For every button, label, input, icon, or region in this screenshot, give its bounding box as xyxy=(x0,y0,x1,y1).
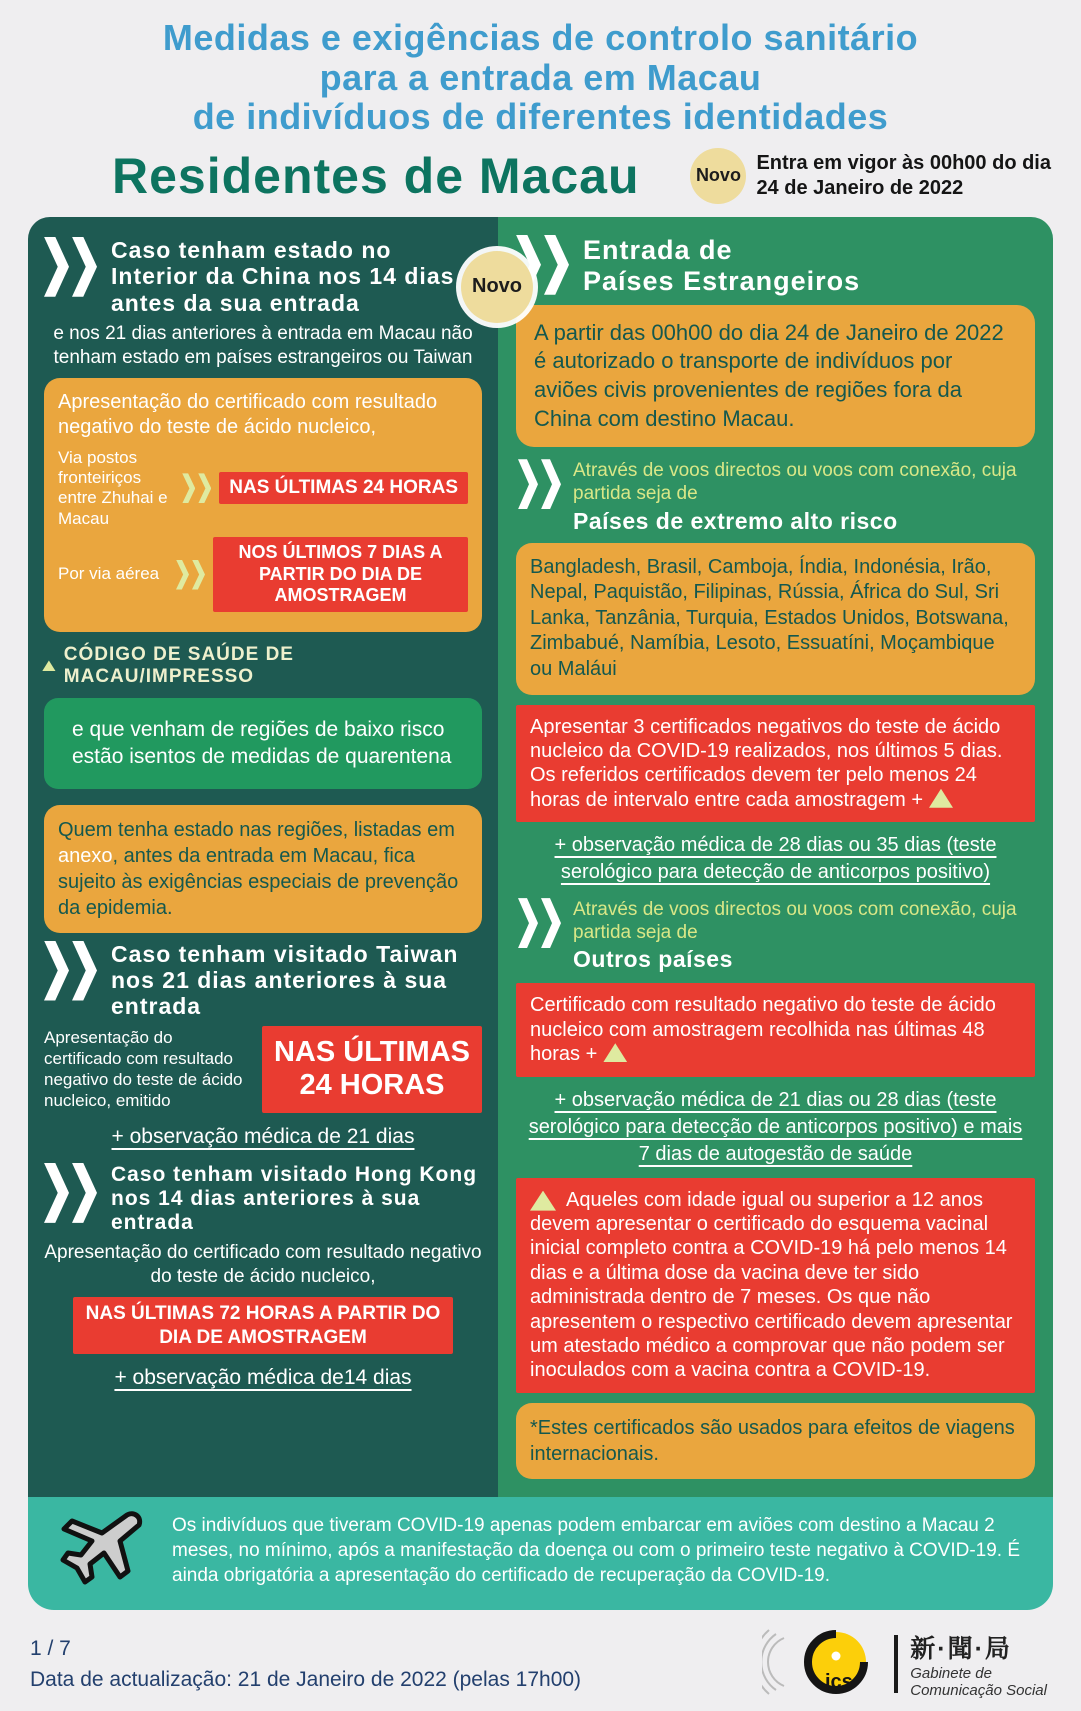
low-risk-text: e que venham de regiões de baixo risco estão isentos de medidas de quarentena xyxy=(72,717,452,769)
title-line-1: Medidas e exigências de controlo sanitário xyxy=(162,17,919,58)
vaccination-text: Aqueles com idade igual ou superior a 12 anos devem apresentar o certificado do esquema vacinal inicial completo contra a COVID-19 há pelo menos 14 dias e a última dose da vacina deve ter sido administrada dentro de 7 meses. Os que não apresentem o respectivo certificado devem apresentar um atestado médico a comprovar que não podem ser inoculados com a vacina contra a COVID-19. xyxy=(530,1188,1013,1382)
requirement-row-border xyxy=(58,448,468,530)
annex-box xyxy=(44,805,482,933)
triangle-icon xyxy=(603,1043,627,1062)
subtitle-row xyxy=(112,147,1051,205)
flight-heading: Outros países xyxy=(573,946,733,973)
svg-text:ics: ics xyxy=(825,1670,854,1693)
banner-text: Os indivíduos que tiveram COVID-19 apenas podem embarcar em aviões com destino a Macau 2 meses, no mínimo, após a manifestação da doença ou com o primeiro teste negativo à COVID-19. É ainda obrigatória a apresentação do certificado de recuperação da COVID-19. xyxy=(172,1515,1021,1586)
countries-list-box: Bangladesh, Brasil, Camboja, Índia, Indonésia, Irão, Nepal, Paquistão, Filipinas, Rússia, África do Sul, Sri Lanka, Tanzânia, Turquia, Estados Unidos, Botswana, Zimbabué, Namíbia, Lesoto, Essuatíni, Moçambique ou Maláui xyxy=(516,543,1035,695)
row-label: Via postos fronteiriços entre Zhuhai e Macau xyxy=(58,447,168,528)
right-column xyxy=(498,217,1053,1497)
international-travel-note: *Estes certificados são usados para efeitos de viagens internacionais. xyxy=(516,1403,1035,1479)
section-hong-kong xyxy=(44,1163,482,1235)
title-line-3: de indivíduos de diferentes identidades xyxy=(192,96,889,138)
double-chevron-icon xyxy=(182,473,211,503)
flight-block-extreme-risk xyxy=(518,459,1033,534)
flight-heading: Países de extremo alto risco xyxy=(573,507,898,534)
requirement-row-air xyxy=(58,537,468,612)
low-risk-box xyxy=(44,698,482,789)
annex-text-post: , antes da entrada em Macau, fica sujeito às exigências especiais de prevenção da epidemia. xyxy=(58,844,459,919)
triangle-icon xyxy=(42,660,56,671)
deadline-chip-large xyxy=(262,1026,482,1113)
logo-divider xyxy=(894,1635,898,1693)
double-chevron-icon xyxy=(176,560,205,590)
effective-line-1: Entra em vigor às 00h00 do dia xyxy=(756,151,1051,174)
health-code-label: CÓDIGO DE SAÚDE DE MACAU/IMPRESSO xyxy=(63,643,294,687)
medical-observation-note: + observação médica de 21 dias ou 28 dias (teste serológico para detecção de anticorpos positivo) e mais 7 dias de autogestão de saúde xyxy=(528,1088,1023,1165)
gcs-logo-mark-icon xyxy=(762,1626,882,1703)
header xyxy=(0,0,1081,205)
triangle-icon xyxy=(929,789,953,808)
effective-line-2: 24 de Janeiro de 2022 xyxy=(756,176,964,199)
section-mainland-china xyxy=(44,237,482,316)
identity-title: Residentes de Macau xyxy=(112,147,640,204)
logo-chinese-name: 新·聞·局 xyxy=(910,1635,1012,1664)
page-number: 1 / 7 xyxy=(30,1636,71,1660)
triangle-icon xyxy=(530,1191,556,1211)
deadline-chip: NOS ÚLTIMOS 7 DIAS A PARTIR DO DIA DE AMOSTRAGEM xyxy=(213,537,468,612)
taiwan-certificate-row xyxy=(44,1026,482,1113)
deadline-chip: NAS ÚLTIMAS 72 HORAS A PARTIR DO DIA DE AMOSTRAGEM xyxy=(73,1297,453,1355)
title-line-2: para a entrada em Macau xyxy=(319,56,762,98)
annex-text-pre: Quem tenha estado nas regiões, listadas em xyxy=(58,818,455,841)
medical-observation-note: + observação médica de 21 dias xyxy=(111,1124,415,1148)
airplane-icon xyxy=(54,1507,146,1596)
heading-line-1: Entrada de xyxy=(583,234,733,265)
page-title xyxy=(0,18,1081,137)
update-date: Data de actualização: 21 de Janeiro de 2022 (pelas 17h00) xyxy=(30,1668,582,1692)
novo-badge-columns: Novo xyxy=(461,251,533,323)
footer-info xyxy=(30,1633,581,1696)
heading-line-2: Países Estrangeiros xyxy=(583,265,861,296)
vaccination-requirement-box xyxy=(516,1178,1035,1393)
requirement-box-extreme-risk xyxy=(516,705,1035,823)
certificate-intro: Apresentação do certificado com resultado negativo do teste de ácido nucleico, xyxy=(58,390,438,438)
section-heading: Caso tenham visitado Taiwan nos 21 dias anteriores à sua entrada xyxy=(111,940,459,1020)
requirement-box-other-countries xyxy=(516,983,1035,1076)
logo-pt-name-line1: Gabinete de xyxy=(910,1665,992,1683)
left-column xyxy=(28,217,498,1497)
health-code-note xyxy=(42,644,484,688)
medical-observation-note: + observação médica de14 dias xyxy=(114,1366,412,1390)
certificate-text: Apresentação do certificado com resultado negativo do teste de ácido nucleico, xyxy=(44,1242,482,1288)
row-label: Por via aérea xyxy=(58,564,160,584)
certificate-text: Apresentação do certificado com resultado negativo do teste de ácido nucleico, emitido xyxy=(44,1027,243,1111)
flight-subtext: Através de voos directos ou voos com conexão, cuja partida seja de xyxy=(573,460,1017,505)
section-subtext: e nos 21 dias anteriores à entrada em Macau não tenham estado em países estrangeiros ou Taiwan xyxy=(53,323,473,368)
requirement-box-mainland xyxy=(44,378,482,632)
section-heading: Caso tenham visitado Hong Kong nos 14 dias anteriores à sua entrada xyxy=(111,1162,478,1235)
double-chevron-icon xyxy=(44,1163,97,1223)
recovered-cases-banner xyxy=(28,1497,1053,1610)
medical-observation-note: + observação médica de 28 dias ou 35 dias (teste serológico para detecção de anticorpos positivo) xyxy=(554,834,997,884)
gcs-logo xyxy=(762,1626,1047,1703)
deadline-line-1: NAS ÚLTIMAS xyxy=(273,1035,470,1068)
section-foreign-countries xyxy=(516,235,1035,297)
double-chevron-icon xyxy=(518,459,561,509)
effective-note xyxy=(690,148,1051,204)
deadline-chip: NAS ÚLTIMAS 24 HORAS xyxy=(219,472,468,504)
requirement-text: Apresentar 3 certificados negativos do teste de ácido nucleico da COVID-19 realizados, nos últimos 5 dias. Os referidos certificados devem ter pelo menos 24 horas de intervalo entre cada amostragem + xyxy=(530,715,1003,811)
deadline-line-2: 24 HORAS xyxy=(299,1069,445,1102)
requirement-text: Certificado com resultado negativo do teste de ácido nucleico com amostragem recolhida nas últimas 48 horas + xyxy=(530,994,996,1066)
annex-link[interactable]: anexo xyxy=(58,844,113,867)
flight-block-other-countries xyxy=(518,898,1033,973)
novo-badge: Novo xyxy=(690,148,746,204)
double-chevron-icon xyxy=(44,941,97,1001)
footer xyxy=(0,1610,1081,1711)
columns xyxy=(28,217,1053,1497)
section-heading: Caso tenham estado no Interior da China nos 14 dias antes da sua entrada xyxy=(111,236,455,316)
logo-pt-name-line2: Comunicação Social xyxy=(910,1682,1047,1700)
intro-box: A partir das 00h00 do dia 24 de Janeiro de 2022 é autorizado o transporte de indivíduos por aviões civis provenientes de regiões fora da China com destino Macau. xyxy=(516,305,1035,447)
effective-text xyxy=(756,151,1051,201)
section-taiwan xyxy=(44,941,482,1020)
double-chevron-icon xyxy=(518,898,561,948)
double-chevron-icon xyxy=(44,237,97,297)
flight-subtext: Através de voos directos ou voos com conexão, cuja partida seja de xyxy=(573,899,1017,944)
